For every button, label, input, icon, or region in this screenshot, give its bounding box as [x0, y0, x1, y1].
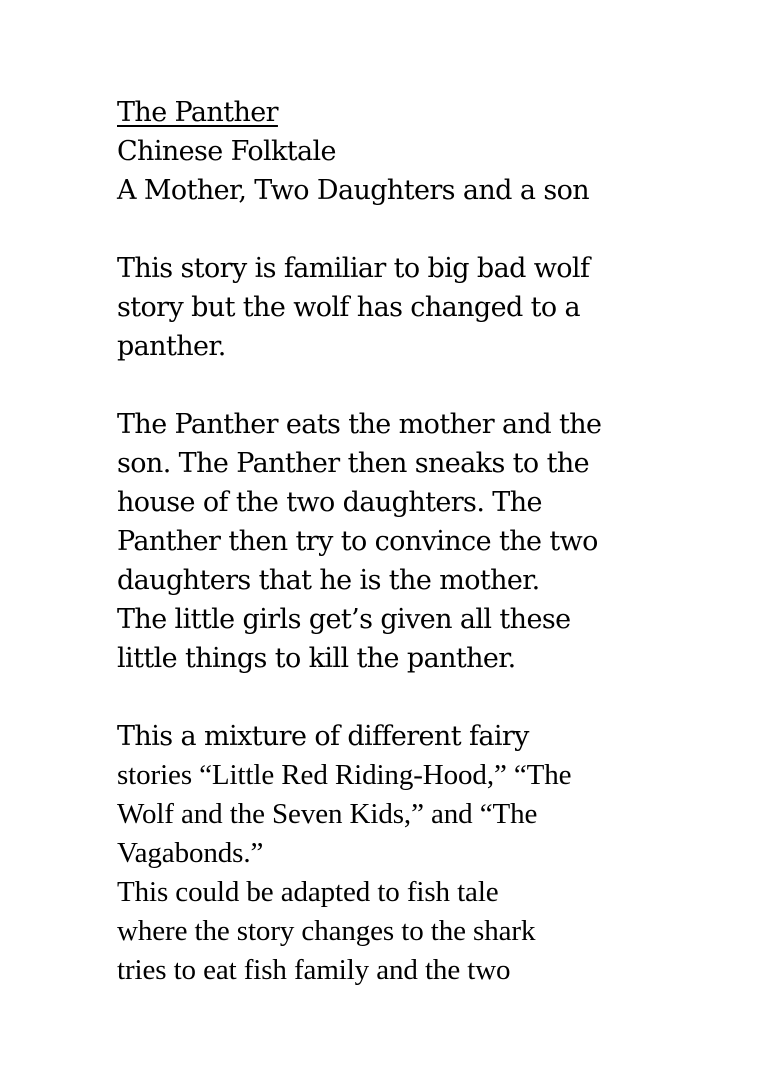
- paragraph-spacer: [117, 210, 747, 249]
- paragraph-analysis: [117, 717, 747, 990]
- text-line: little things to kill the panther.: [117, 643, 516, 674]
- paragraph-spacer: [117, 678, 747, 717]
- text-line: This a mixture of different fairy: [117, 721, 529, 752]
- text-line: story but the wolf has changed to a: [117, 292, 581, 323]
- document-subtitle: Chinese Folktale: [117, 136, 336, 167]
- text-line: The little girls get’s given all these: [117, 604, 571, 635]
- text-line: Wolf and the Seven Kids,” and “The: [117, 798, 538, 830]
- text-line: daughters that he is the mother.: [117, 565, 540, 596]
- text-line: This story is familiar to big bad wolf: [117, 253, 590, 284]
- text-line: where the story changes to the shark: [117, 915, 536, 947]
- paragraph-intro: [117, 249, 747, 366]
- document-title: The Panther: [117, 97, 278, 128]
- document-body: [117, 93, 747, 990]
- text-line: Vagabonds.”: [117, 837, 264, 869]
- text-line: tries to eat fish family and the two: [117, 954, 511, 986]
- text-line: Panther then try to convince the two: [117, 526, 598, 557]
- text-line: stories “Little Red Riding-Hood,” “The: [117, 759, 572, 791]
- paragraph-plot: [117, 405, 747, 678]
- text-line: panther.: [117, 331, 226, 362]
- text-line: This could be adapted to fish tale: [117, 876, 499, 908]
- text-line: son. The Panther then sneaks to the: [117, 448, 589, 479]
- paragraph-spacer: [117, 366, 747, 405]
- text-line: The Panther eats the mother and the: [117, 409, 602, 440]
- document-characters: A Mother, Two Daughters and a son: [117, 175, 590, 206]
- text-line: house of the two daughters. The: [117, 487, 542, 518]
